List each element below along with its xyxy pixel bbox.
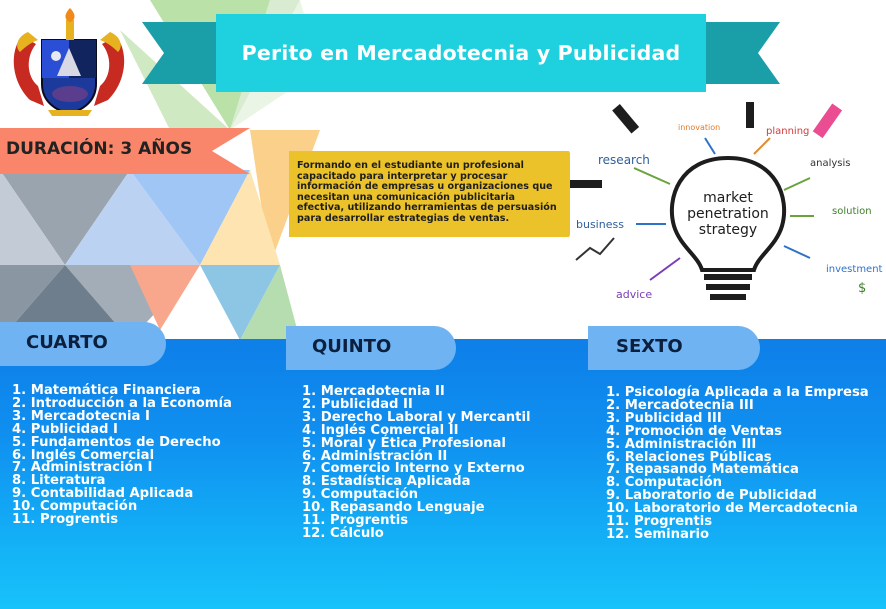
list-item: 3. Mercadotecnia I (12, 408, 150, 424)
word-innovation: innovation (678, 123, 721, 132)
dollar-icon: $ (858, 281, 867, 296)
word-solution: solution (832, 206, 872, 217)
word-research: research (598, 153, 650, 167)
center-word-1: market (703, 190, 753, 206)
school-crest-logo (8, 6, 130, 118)
list-item: 12. Seminario (606, 526, 710, 542)
subject-list-cuarto (12, 385, 232, 527)
list-item: 10. Laboratorio de Mercadotecnia (606, 501, 858, 517)
tab-quinto (286, 326, 456, 370)
description-text: Formando en el estudiante un profesional capacitado para interpretar y procesar información de empresas u organizaciones que necesitan una comunicación publicitaria efectiva, utilizando herramientas de persuasión para desarrollar estrategias de ventas. (297, 160, 557, 224)
market-strategy-illustration (570, 98, 886, 326)
title-ribbon-right (700, 22, 780, 84)
list-item: 12. Cálculo (302, 525, 384, 541)
list-item: 5. Administración III (606, 436, 757, 452)
list-item: 2. Publicidad II (302, 396, 413, 412)
list-item: 4. Promoción de Ventas (606, 423, 783, 439)
list-item: 11. Progrentis (12, 512, 119, 528)
list-item: 10. Repasando Lenguaje (302, 500, 485, 516)
page-title: Perito en Mercadotecnia y Publicidad (241, 41, 681, 65)
grade-title-quinto: QUINTO (312, 336, 392, 357)
list-item: 4. Inglés Comercial II (302, 422, 459, 438)
grade-title-cuarto: CUARTO (26, 332, 108, 353)
tab-cuarto (0, 322, 166, 366)
list-item: 11. Progrentis (302, 513, 409, 529)
list-item: 8. Literatura (12, 473, 106, 489)
list-item: 8. Computación (606, 475, 723, 491)
list-item: 7. Repasando Matemática (606, 462, 799, 478)
center-word-2: penetration (687, 206, 769, 222)
title-banner (216, 14, 706, 92)
list-item: 9. Laboratorio de Publicidad (606, 488, 817, 504)
list-item: 1. Psicología Aplicada a la Empresa (606, 385, 869, 400)
title-ribbon-left (142, 22, 222, 84)
grade-title-sexto: SEXTO (616, 336, 683, 357)
list-item: 3. Derecho Laboral y Mercantil (302, 409, 531, 425)
list-item: 1. Mercadotecnia II (302, 384, 445, 399)
list-item: 6. Inglés Comercial (12, 447, 155, 463)
list-item: 11. Progrentis (606, 514, 713, 530)
list-item: 2. Introducción a la Economía (12, 395, 232, 411)
subject-list-sexto (606, 387, 869, 542)
list-item: 8. Estadística Aplicada (302, 474, 471, 490)
list-item: 5. Moral y Ética Profesional (302, 435, 506, 451)
list-item: 1. Matemática Financiera (12, 383, 201, 398)
word-planning: planning (766, 126, 810, 137)
list-item: 2. Mercadotecnia III (606, 397, 754, 413)
list-item: 6. Relaciones Públicas (606, 449, 772, 465)
duration-label: DURACIÓN: 3 AÑOS (6, 139, 193, 159)
word-analysis: analysis (810, 158, 851, 169)
list-item: 9. Computación (302, 487, 419, 503)
list-item: 7. Comercio Interno y Externo (302, 461, 525, 477)
list-item: 3. Publicidad III (606, 410, 722, 426)
subject-list-quinto (302, 386, 531, 541)
list-item: 7. Administración I (12, 460, 153, 476)
duration-banner (0, 128, 250, 174)
center-word-3: strategy (698, 222, 758, 238)
description-box (289, 151, 569, 237)
list-item: 5. Fundamentos de Derecho (12, 434, 221, 450)
word-business: business (576, 218, 624, 231)
list-item: 9. Contabilidad Aplicada (12, 486, 194, 502)
list-item: 10. Computación (12, 499, 138, 515)
list-item: 4. Publicidad I (12, 421, 118, 437)
tab-sexto (588, 326, 760, 370)
word-advice: advice (616, 288, 653, 301)
word-investment: investment (826, 264, 883, 275)
list-item: 6. Administración II (302, 448, 448, 464)
